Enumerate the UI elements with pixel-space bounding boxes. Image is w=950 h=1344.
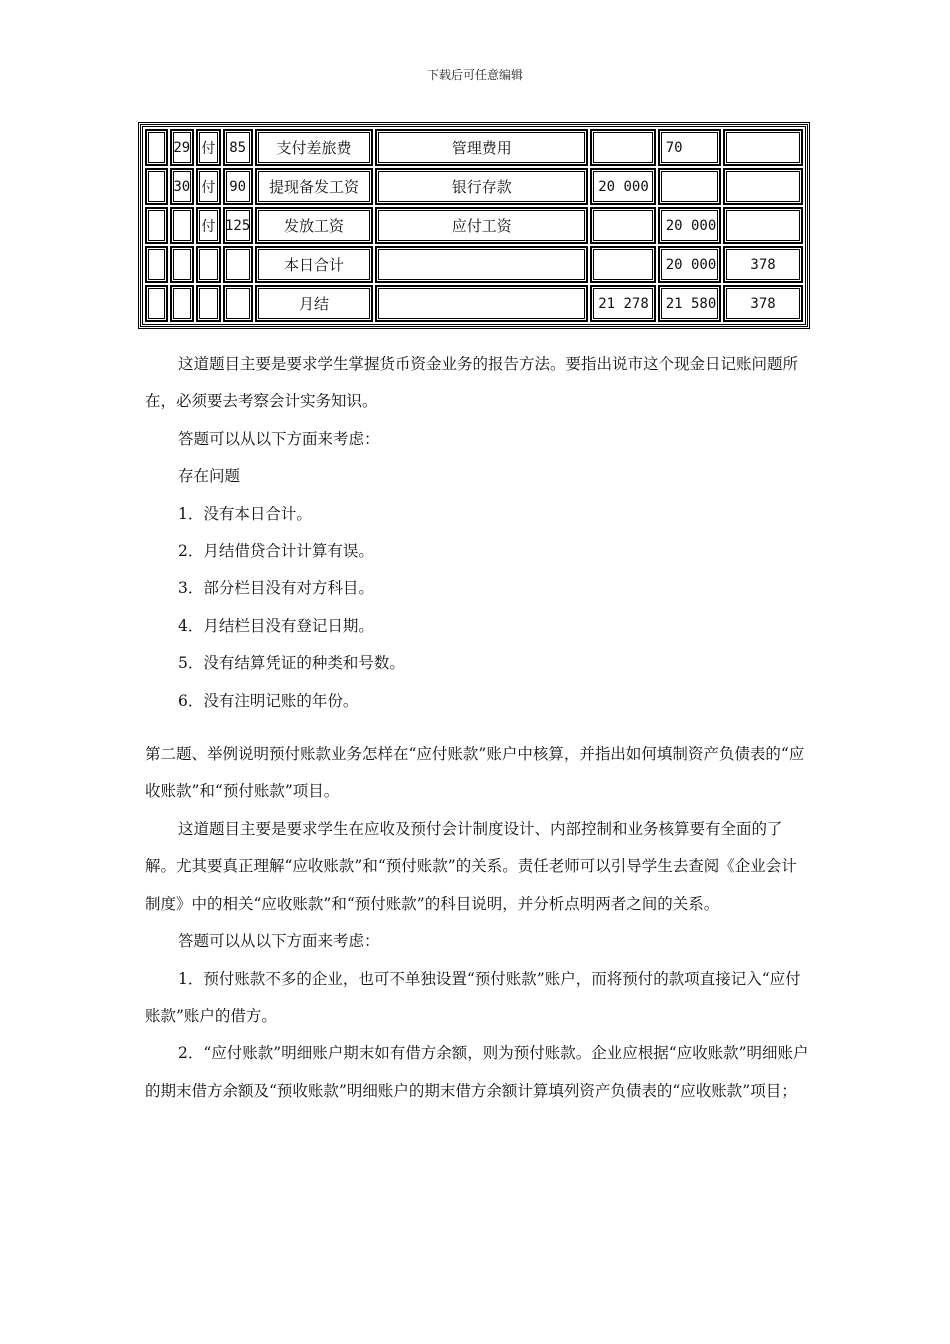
paragraph: 2．月结借贷合计计算有误。 xyxy=(178,542,374,561)
cell-voucher-no xyxy=(223,285,253,322)
cell-balance xyxy=(723,207,803,244)
cell-credit: 21 580 xyxy=(658,285,721,322)
cell-blank xyxy=(145,129,168,166)
cell-day xyxy=(170,207,195,244)
cell-counter-account: 管理费用 xyxy=(375,129,588,166)
table-row xyxy=(145,207,803,244)
cell-debit xyxy=(590,129,656,166)
cell-summary: 支付差旅费 xyxy=(255,129,374,166)
paragraph: 答题可以从以下方面来考虑： xyxy=(178,429,380,448)
question-heading: 第二题、举例说明预付账款业务怎样在“应付账款”账户中核算，并指出如何填制资产负债表的“应收账款”和“预付账款”项目。 xyxy=(145,745,805,801)
paragraph: 1．预付账款不多的企业，也可不单独设置“预付账款”账户，而将预付的款项直接记入“应付账款”账户的借方。 xyxy=(145,969,801,1025)
cell-summary: 提现备发工资 xyxy=(255,168,374,205)
paragraph: 3．部分栏目没有对方科目。 xyxy=(178,579,374,598)
cell-counter-account xyxy=(375,285,588,322)
cell-voucher-type xyxy=(196,246,221,283)
cell-counter-account xyxy=(375,246,588,283)
cell-day: 30 xyxy=(170,168,195,205)
paragraph: 2．“应付账款”明细账户期末如有借方余额，则为预付账款。企业应根据“应收账款”明细账户的期末借方余额及“预收账款”明细账户的期末借方余额计算填列资产负债表的“应收账款”项目； xyxy=(145,1044,809,1100)
table-row xyxy=(145,285,803,322)
cell-day xyxy=(170,285,195,322)
cell-debit xyxy=(590,246,656,283)
document-body xyxy=(145,346,810,1110)
cell-day: 29 xyxy=(170,129,195,166)
table-row xyxy=(145,129,803,166)
paragraph: 存在问题 xyxy=(178,467,241,486)
cell-credit: 20 000 xyxy=(658,207,721,244)
paragraph: 这道题目主要是要求学生掌握货币资金业务的报告方法。要指出说市这个现金日记账问题所在，必须要去考察会计实务知识。 xyxy=(145,355,799,411)
cell-blank xyxy=(145,285,168,322)
cell-day xyxy=(170,246,195,283)
paragraph: 5．没有结算凭证的种类和号数。 xyxy=(178,654,405,673)
cell-voucher-no: 125 xyxy=(223,207,253,244)
cell-voucher-type xyxy=(196,285,221,322)
cell-voucher-type: 付 xyxy=(196,207,221,244)
cell-blank xyxy=(145,207,168,244)
cell-balance xyxy=(723,168,803,205)
cell-debit xyxy=(590,207,656,244)
cell-credit: 70 xyxy=(658,129,721,166)
cell-voucher-no: 85 xyxy=(223,129,253,166)
table-row xyxy=(145,168,803,205)
cell-voucher-type: 付 xyxy=(196,168,221,205)
cell-counter-account: 银行存款 xyxy=(375,168,588,205)
paragraph: 这道题目主要是要求学生在应收及预付会计制度设计、内部控制和业务核算要有全面的了解。尤其要真正理解“应收账款”和“预付账款”的关系。责任老师可以引导学生去查阅《企业会计制度》中的相关“应收账款”和“预付账款”的科目说明，并分析点明两者之间的关系。 xyxy=(145,819,797,913)
paragraph: 4．月结栏目没有登记日期。 xyxy=(178,616,374,635)
cell-debit: 20 000 xyxy=(590,168,656,205)
paragraph-gap xyxy=(145,720,810,736)
cell-voucher-no: 90 xyxy=(223,168,253,205)
table-row xyxy=(145,246,803,283)
cash-journal-table xyxy=(140,124,808,327)
cell-voucher-type: 付 xyxy=(196,129,221,166)
cell-balance: 378 xyxy=(723,285,803,322)
cell-summary: 发放工资 xyxy=(255,207,374,244)
cell-blank xyxy=(145,246,168,283)
paragraph: 答题可以从以下方面来考虑： xyxy=(178,932,380,951)
paragraph: 1．没有本日合计。 xyxy=(178,504,312,523)
cell-balance xyxy=(723,129,803,166)
cell-summary: 月结 xyxy=(255,285,374,322)
page-header: 下载后可任意编辑 xyxy=(426,68,523,82)
cell-balance: 378 xyxy=(723,246,803,283)
cell-counter-account: 应付工资 xyxy=(375,207,588,244)
paragraph: 6．没有注明记账的年份。 xyxy=(178,691,359,710)
cell-voucher-no xyxy=(223,246,253,283)
cell-summary: 本日合计 xyxy=(255,246,374,283)
cell-debit: 21 278 xyxy=(590,285,656,322)
cell-blank xyxy=(145,168,168,205)
cell-credit: 20 000 xyxy=(658,246,721,283)
cell-credit xyxy=(658,168,721,205)
